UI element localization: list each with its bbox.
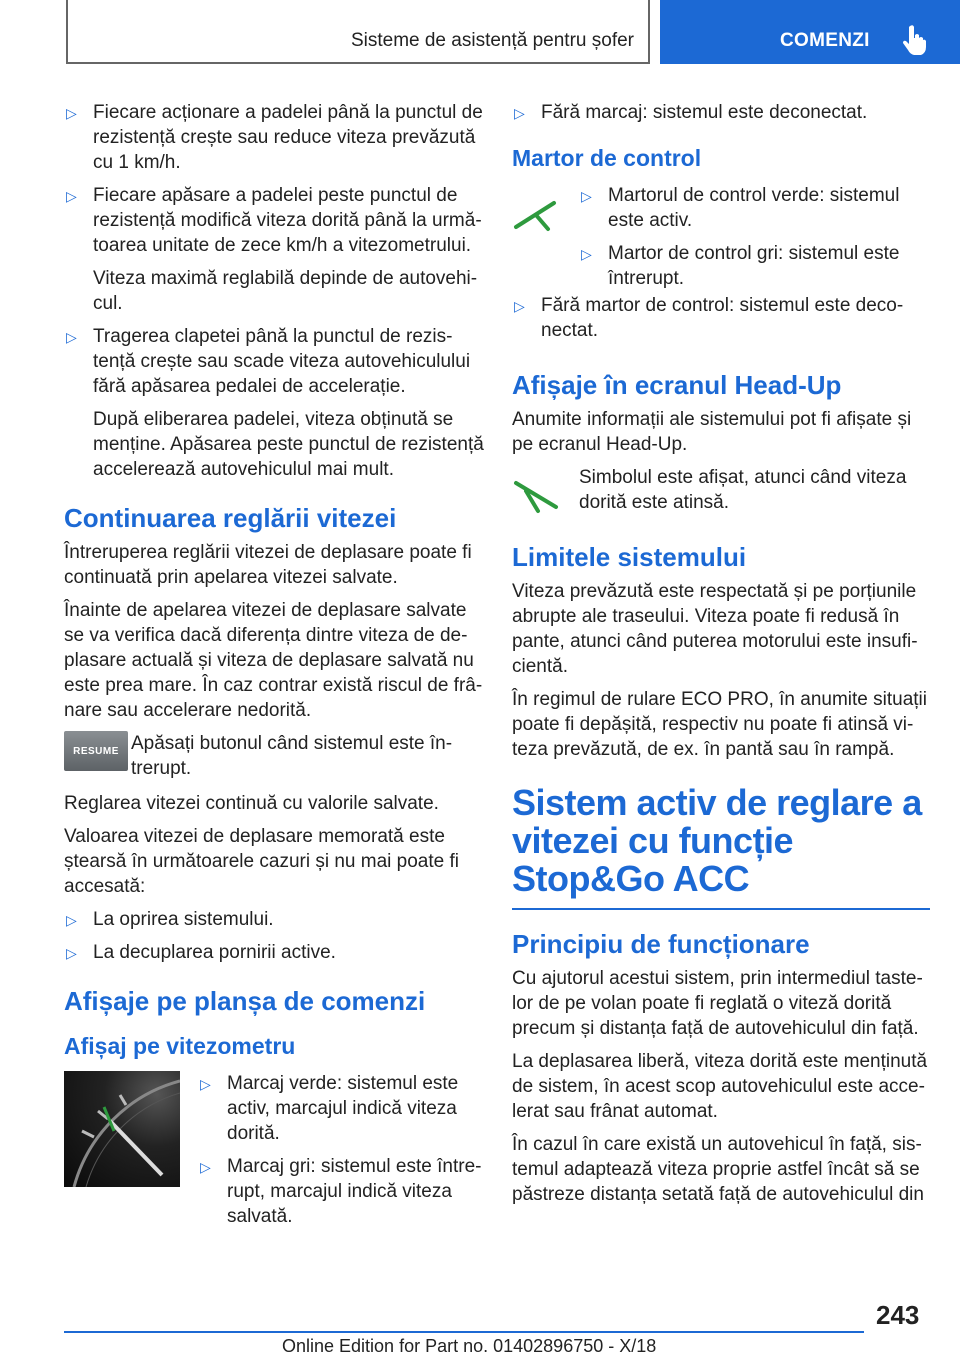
triangle-bullet-icon: ▷	[66, 329, 77, 345]
list-item: ▷ Fără martor de control: sistemul este deconectat.	[514, 295, 904, 341]
resume-description: Apăsați butonul când sistemul este întrerupt.	[131, 733, 453, 779]
paragraph: Cu ajutorul acestui sistem, prin intermediul tastelor de pe volan poate fi reglată o viteză dorită precum și distanța față de autovehiculul din față.	[512, 968, 923, 1039]
list-item: ▷ Fără marcaj: sistemul este deconectat.	[512, 100, 930, 125]
footer-rule	[64, 1331, 864, 1333]
hud-speed-symbol-icon	[512, 475, 562, 515]
speedometer-row	[64, 1071, 484, 1229]
paragraph: Întreruperea reglării vitezei de deplasare poate fi continuată prin apelarea vitezei salvate.	[64, 542, 472, 588]
triangle-bullet-icon: ▷	[581, 246, 592, 262]
resume-button-row	[64, 731, 484, 783]
paragraph: Anumite informații ale sistemului pot fi afișate și pe ecranul Head-Up.	[512, 409, 912, 455]
paragraph: În regimul de rulare ECO PRO, în anumite situații poate fi depășită, respectiv nu poate fi atinsă viteza prevăzută, de ex. în pantă sau în rampă.	[512, 689, 928, 760]
triangle-bullet-icon: ▷	[66, 105, 77, 121]
paragraph: Viteza prevăzută este respectată și pe porțiunile abrupte ale traseului. Viteza poate fi redusă în pante, atunci când puterea motorului este insuficientă.	[512, 581, 918, 677]
header-tab-controls[interactable]	[660, 0, 960, 64]
triangle-bullet-icon: ▷	[581, 188, 592, 204]
triangle-bullet-icon: ▷	[66, 188, 77, 204]
heading-indicator-light: Martor de control	[512, 145, 702, 171]
list-item: ▷ Fiecare apăsare a padelei peste punctul de rezistență modifică viteza dorită până la următoarea unitate de zece km/h a vitezometrului.	[66, 185, 482, 256]
right-column	[512, 100, 930, 1215]
paragraph: La deplasarea liberă, viteza dorită este menținută de sistem, în acest scop autovehiculul este accelerat sau frânat automat.	[512, 1051, 928, 1122]
list-item: ▷ Fiecare acționare a padelei până la punctul de rezistență crește sau reduce viteza prevăzută cu 1 km/h.	[66, 102, 483, 173]
list-item-note: Viteza maximă reglabilă depinde de autovehicul.	[93, 268, 478, 314]
triangle-bullet-icon: ▷	[514, 298, 525, 314]
list-item: ▷ Tragerea clapetei până la punctul de rezistență crește sau scade viteza autovehiculului fără apăsarea pedalei de accelerație.	[66, 326, 471, 397]
speedometer-needle-icon	[64, 1071, 180, 1187]
triangle-bullet-icon: ▷	[66, 945, 77, 961]
triangle-bullet-icon: ▷	[66, 912, 77, 928]
speed-indicator-icon	[512, 197, 562, 237]
list-item: ▷ Marcaj gri: sistemul este întrerupt, marcajul indică viteza salvată.	[200, 1156, 482, 1227]
heading-head-up-display: Afișaje în ecranul Head-Up	[512, 370, 842, 400]
indicator-row	[512, 183, 930, 293]
triangle-bullet-icon: ▷	[200, 1076, 211, 1092]
paragraph: În cazul în care există un autovehicul în față, sistemul adaptează viteza proprie astfel încât să se păstreze distanța setată față de autovehiculul din	[512, 1134, 924, 1205]
hud-symbol-row	[512, 465, 930, 517]
header-section-title: Sisteme de asistență pentru șofer	[350, 30, 634, 51]
header-section-box	[66, 0, 650, 64]
list-item: ▷ Martorul de control verde: sistemul este activ.	[581, 185, 900, 231]
heading-active-cruise-control: Sistem activ de reglare a vitezei cu funcție Stop&Go ACC	[512, 782, 922, 899]
paragraph: Înainte de apelarea vitezei de deplasare salvate se va verifica dacă diferența dintre viteza de deplasare actuală și viteza de deplasare salvată nu este prea mare. În caz contrar există riscul de frânare sau accelerare nedorită.	[64, 600, 483, 721]
heading-displays-instrument-cluster: Afișaje pe planșa de comenzi	[64, 986, 426, 1016]
triangle-bullet-icon: ▷	[514, 105, 525, 121]
list-item-note: După eliberarea padelei, viteza obținută se menține. Apăsarea peste punctul de rezistență accelerează autovehiculul mai mult.	[93, 409, 484, 480]
heading-speedometer-display: Afișaj pe vitezometru	[64, 1033, 296, 1059]
hud-symbol-description: Simbolul este afișat, atunci când viteza dorită este atinsă.	[579, 467, 907, 513]
list-item: ▷ Marcaj verde: sistemul este activ, marcajul indică viteza dorită.	[200, 1073, 459, 1144]
heading-system-limits: Limitele sistemului	[512, 542, 747, 572]
speedometer-image	[64, 1071, 180, 1187]
footer-edition: Online Edition for Part no. 01402896750 - X/18	[282, 1336, 657, 1356]
hand-pointer-icon	[896, 22, 932, 58]
list-item: ▷ Martor de control gri: sistemul este întrerupt.	[581, 243, 900, 289]
list-item: ▷ La oprirea sistemului.	[64, 907, 484, 932]
heading-continue-speed-control: Continuarea reglării vitezei	[64, 503, 397, 533]
heading-operating-principle: Principiu de funcționare	[512, 929, 810, 959]
paragraph: Valoarea vitezei de deplasare memorată este ștearsă în următoarele cazuri și nu mai poate fi accesată:	[64, 826, 459, 897]
left-column	[64, 100, 484, 1237]
paragraph: Reglarea vitezei continuă cu valorile salvate.	[64, 793, 439, 814]
triangle-bullet-icon: ▷	[200, 1159, 211, 1175]
list-item: ▷ La decuplarea pornirii active.	[64, 940, 484, 965]
page-number: 243	[876, 1300, 920, 1330]
header-tab-label: COMENZI	[780, 30, 870, 51]
resume-button-image: RESUME	[64, 731, 128, 771]
heading-rule	[512, 908, 930, 910]
